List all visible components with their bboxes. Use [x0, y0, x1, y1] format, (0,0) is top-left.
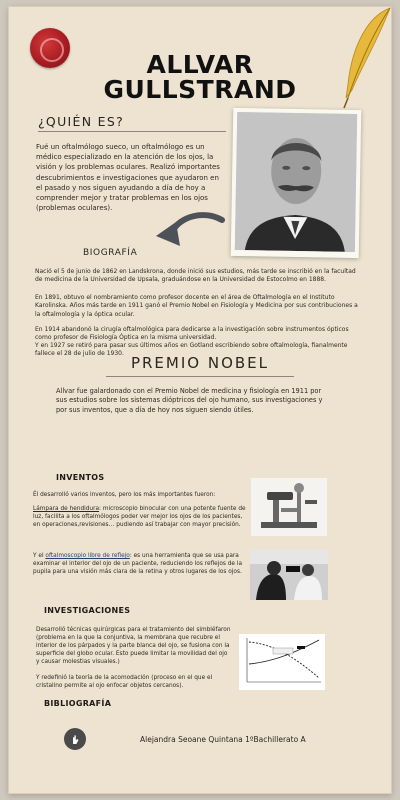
- page-title: [0, 52, 400, 102]
- title-line-2: GULLSTRAND: [103, 75, 297, 104]
- biografia-paragraph-2: En 1891, obtuvo el nombramiento como profesor docente en el área de Oftalmología en el Instituto Karolinska. Años más tarde en 1911 ganó el Premio Nobel en Fisiología y Medicina por sus contribuciones a la oftalmología y la óptica ocular.: [35, 294, 358, 318]
- oftalmoscopio-description: [33, 552, 247, 576]
- touch-button[interactable]: [64, 728, 86, 750]
- bibliografia-heading: BIBLIOGRAFÍA: [44, 699, 112, 708]
- title-line-1: ALLVAR: [146, 50, 254, 79]
- inventos-heading: INVENTOS: [56, 473, 105, 482]
- biografia-paragraph-1: Nació el 5 de junio de 1862 en Landskrona, donde inició sus estudios, más tarde se inscribió en la facultad de medicina de la Universidad de Upsala, graduándose en la Universidad de Estocolmo en 1888.: [35, 268, 356, 284]
- divider: [106, 376, 294, 377]
- touch-hand-icon: [69, 733, 81, 745]
- accommodation-graph-image: [239, 634, 325, 690]
- lampara-description: [33, 505, 247, 529]
- lampara-term: Lámpara de hendidura: [33, 506, 100, 512]
- quien-text: Fué un oftalmólogo sueco, un oftalmólogo es un médico especializado en la atención de los ojos, la visión y los problemas oculares. Realizó importantes descubrimientos e investigaciones que ayudaron en el pasado y nos siguen ayudando a día de hoy a comprender mejor y tratar problemas en los ojos (problemas oculares).: [36, 143, 220, 213]
- divider: [38, 131, 226, 132]
- oftalmoscopio-text: : es una herramienta que se usa para examinar el interior del ojo de un paciente, reduciendo los reflejos de la pupila para una visión más clara de la retina y otros lugares de los ojos.: [33, 553, 243, 575]
- investigaciones-heading: INVESTIGACIONES: [44, 606, 131, 615]
- premio-text: Allvar fue galardonado con el Premio Nobel de medicina y fisiología en 1911 por sus estudios sobre los sistemas dióptricos del ojo humano, sus investigaciones y por sus inventos, que a día de hoy nos siguen siendo útiles.: [56, 387, 323, 414]
- premio-heading: PREMIO NOBEL: [130, 354, 270, 372]
- biografia-paragraph-4: Y en 1927 se retiró para pasar sus últimos años en Gotland escribiendo sobre oftalmología, fianalmente fallece el 28 de julio de 1930.: [35, 342, 348, 358]
- oftalmoscopio-prefix: Y el: [33, 553, 46, 559]
- curved-arrow-icon: [150, 210, 226, 256]
- ophthalmoscope-photo: [250, 550, 328, 600]
- biografia-paragraph-3: En 1914 abandonó la cirugía oftalmológica para dedicarse a la investigación sobre instrumentos ópticos como profesor de Fisiología Óptica en la misma universidad.: [35, 326, 349, 342]
- quien-heading: ¿QUIÉN ES?: [38, 114, 124, 129]
- lampara-text: : microscopio binocular con una potente fuente de luz, facilita a los oftalmólogos poder ver mejor los ojos de los pacientes, en operaciones,revisiones… pudiendo así trabajar con mayor precisión.: [33, 506, 246, 528]
- investigaciones-paragraph-2: Y redefinió la teoría de la acomodación (proceso en el que el cristalino permite al ojo enfocar objetos cercanos).: [36, 675, 213, 689]
- slit-lamp-image: [251, 478, 327, 536]
- biografia-heading: BIOGRAFÍA: [83, 248, 138, 258]
- author-credit: Alejandra Seoane Quintana 1ºBachillerato A: [140, 735, 306, 744]
- investigaciones-paragraph-1: Desarrolló técnicas quirúrgicas para el tratamiento del simbléfaron (problema en la que la conjuntiva, la membrana que recubre el interior de los párpados y la parte blanca del ojo, se fusiona con la superficie del globo ocular. Esto puede limitar la movilidad del ojo y causar molestias visuales.): [36, 627, 231, 665]
- oftalmoscopio-term: oftalmoscopio libre de reflejo: [45, 553, 130, 559]
- portrait-photo: [231, 108, 362, 258]
- portrait-figure: [235, 112, 357, 252]
- inventos-intro: Él desarrolló varios inventos, pero los más importantes fueron:: [33, 492, 216, 498]
